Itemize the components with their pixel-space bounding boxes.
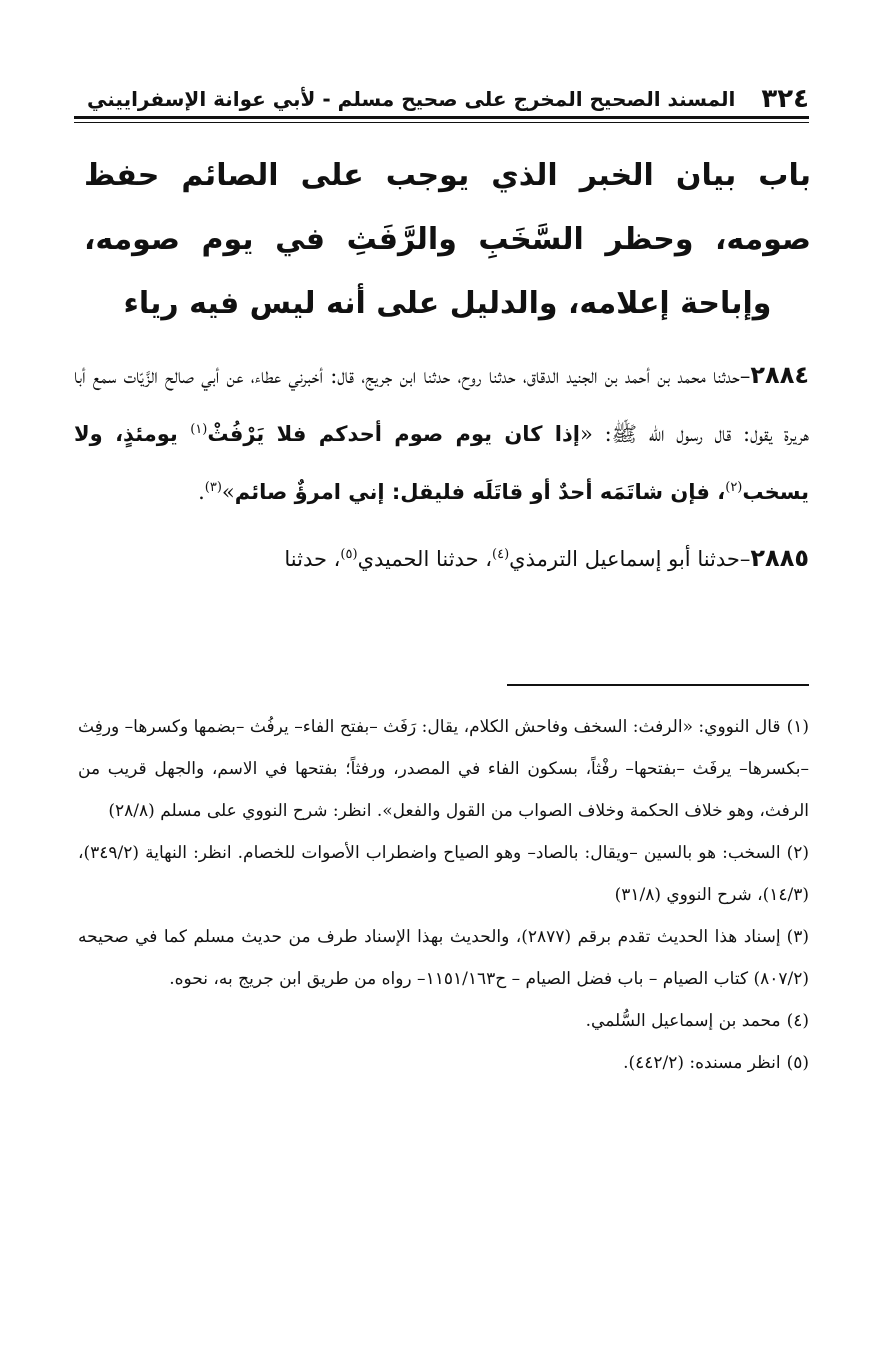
hadith-isnad: ، حدثنا الحميدي — [357, 547, 493, 571]
footnote-item — [78, 1000, 809, 1042]
footnote-text: انظر مسنده: (٤٤٢/٢). — [623, 1053, 781, 1073]
hadith-number: ٢٨٨٤ — [750, 361, 809, 389]
footnote-ref-2[interactable]: (٢) — [725, 480, 743, 495]
hadith-matn: يومئذٍ، ولا يسخب — [74, 422, 809, 504]
chapter-heading: باب بيان الخبر الذي يوجب على الصائم حفظ صومه، وحظر السَّخَبِ والرَّفَثِ في يوم صومه، وإباحة إعلامه، والدليل على أنه ليس فيه رياء — [84, 158, 811, 321]
footnote-number: (٢) — [786, 843, 809, 863]
footnote-ref-1[interactable]: (١) — [190, 422, 208, 437]
footnote-text: السخب: هو بالسين –ويقال: بالصاد– وهو الصياح واضطراب الأصوات للخصام. انظر: النهاية (٣٤٩/٢)، (١٤/٣)، شرح النووي (٣١/٨) — [78, 843, 809, 905]
footnote-text: قال النووي: «الرفث: السخف وفاحش الكلام، يقال: رَفَث –بفتح الفاء– يرفُث –بضمها وكسرها– ورفِث –بكسرها– يرفَث –بفتحها– رفْثاً، بسكون الفاء في المصدر، ورفثاً؛ بفتحها في الاسم، والجهل قريب من الرفث، وهو خلاف الحكمة وخلاف الصواب من القول والفعل». انظر: شرح النووي على مسلم (٢٨/٨) — [78, 717, 809, 821]
hadith-isnad: ، حدثنا — [284, 547, 341, 571]
footnote-ref-5[interactable]: (٥) — [340, 547, 358, 562]
page-number: ٣٢٤ — [761, 84, 809, 114]
footnote-item — [78, 832, 809, 916]
footnote-item — [78, 916, 809, 1000]
hadith-2885 — [74, 529, 809, 588]
running-header — [74, 74, 809, 114]
hadith-matn: إذا كان يوم صوم أحدكم فلا يَرْفُثْ — [207, 422, 580, 446]
footnote-item — [78, 1042, 809, 1084]
footnote-separator — [507, 684, 809, 686]
header-rule-thin — [74, 122, 809, 123]
footnote-text: إسناد هذا الحديث تقدم برقم (٢٨٧٧)، والحديث بهذا الإسناد طرف من حديث مسلم كما في صحيحه (٨٠٧/٢) كتاب الصيام – باب فضل الصيام – ح١١٥١/١٦٣– رواه من طريق ابن جريج به، نحوه. — [78, 927, 809, 989]
footnotes-list — [78, 706, 809, 1084]
footnote-ref-3[interactable]: (٣) — [204, 480, 222, 495]
hadith-2884 — [74, 346, 809, 521]
quote-close: » — [221, 480, 235, 504]
hadith-isnad: –حدثنا أبو إسماعيل الترمذي — [509, 547, 751, 571]
footnote-ref-4[interactable]: (٤) — [492, 547, 510, 562]
sentence-end: . — [198, 480, 205, 504]
hadith-matn: ، فإن شاتَمَه أحدٌ أو قاتَلَه فليقل: إني امرؤٌ صائم — [234, 480, 726, 504]
footnote-number: (٣) — [786, 927, 809, 947]
hadith-isnad: –حدثنا محمد بن أحمد بن الجنيد الدقاق، حدثنا روح، حدثنا ابن جريج، قال: أخبرني عطاء، عن أبي صالح الزَّيّات سمع أبا هريرة يقول: قال رسول الله ﷺ: « — [74, 364, 810, 446]
footnote-number: (٥) — [786, 1053, 809, 1073]
footnote-text: محمد بن إسماعيل السُّلمي. — [585, 1011, 781, 1031]
footnote-item — [78, 706, 809, 832]
book-title: المسند الصحيح المخرج على صحيح مسلم - لأبي عوانة الإسفراييني — [87, 87, 736, 111]
body-text — [74, 346, 809, 596]
footnote-number: (٤) — [786, 1011, 809, 1031]
header-rule-thick — [74, 116, 809, 119]
footnote-number: (١) — [786, 717, 809, 737]
hadith-number: ٢٨٨٥ — [750, 544, 809, 572]
